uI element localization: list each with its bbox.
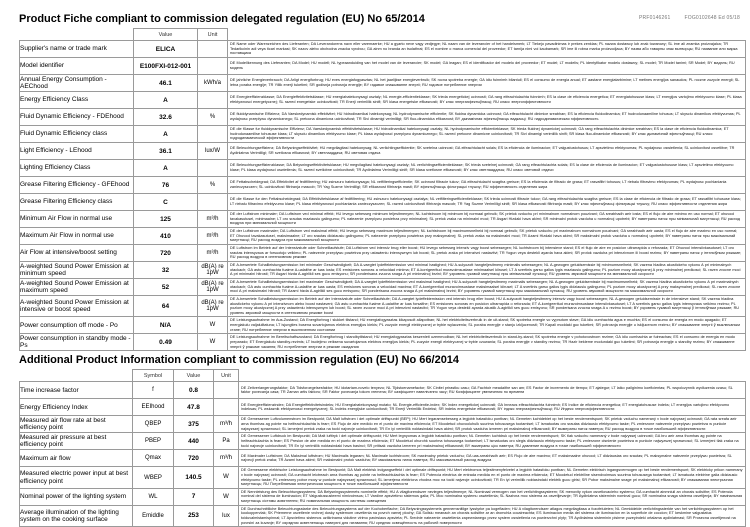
row-description-cell <box>239 505 746 526</box>
table-row <box>20 467 746 488</box>
table-row <box>20 262 746 279</box>
row-label: Annual Energy Consumption - AEChood <box>20 75 134 92</box>
row-label: Measured air flow rate at best efficiency point <box>20 416 133 433</box>
row-value: A <box>134 92 198 109</box>
table-row <box>20 126 746 143</box>
row-description-cell <box>239 399 746 416</box>
row-value: A <box>134 160 198 177</box>
table-row <box>20 109 746 126</box>
row-description-cell <box>239 488 746 505</box>
row-value: A <box>134 126 198 143</box>
row-value: 47.8 <box>174 399 214 416</box>
row-description: DE Leistungsaufnahme im Aus-Zustand; DA Energiforbrug i slukket tilstand; HU energiafogyasztas kikapcsolt allapotban; NL het elektriciteitsverbruik in de uit-stand; SK spotreba energie vo vypnutom stave; GA idiu cumhachta agus e muchta; ES el consumo de energia en modo apagado; ET energiakulu valjalulitatuna; LT isjungties busena suvartojamos elektros energijos kiekis; PL zuzycie energii elektrycznej w trybie wylaczenia; SL poraba energije v stanju izkljucenosti; TR Kapali moddaki guc tuketimi; SR potrosnja energije u iskljucenom rezimu; BY спажыванне энергіі ў выключаным стане; RU потребление энергии в выключенном состоянии <box>230 318 740 332</box>
row-description-cell <box>228 109 746 126</box>
row-description-cell <box>228 92 746 109</box>
row-unit: m³/h <box>198 245 228 262</box>
row-unit <box>198 41 228 58</box>
table-row <box>20 211 746 228</box>
row-description: DE Zeitverlangerungsfaktor; DA Tidsforoegelsesfaktor; HU idotartam-novelo tenyezo; NL Tijdstoenamefactor; SK Cinitel prirastku casu; GA Fachtoir meadaithe san am; ES Factor de incremento de tiempo; ET ajategur; LT laiko pailginimo koeficientas; PL wspolczynnik wydluzenia czasu; SL faktor povecanja casa; TR Zaman artis faktoru; SR Faktor povecanja tokom vremena; BY каэфіцыент павелічэння часу; RU Коэффициент увеличения по времени <box>241 385 733 395</box>
row-unit <box>198 92 228 109</box>
row-description: DE Modellkennung des Lieferanten; DA Model; HU modell; NL typeaanduiding van het model van de leverancier; SK model; GA leagan; ES el identificador del modelo del proveedor; ET mudel; LT modelis; PL identyfikator modelu dostawcy; SL model; TR Model tanimi; SR Model; BY мадэль; RU модель <box>230 61 735 70</box>
table-row <box>20 143 746 160</box>
table-row <box>20 177 746 194</box>
row-description-cell <box>239 467 746 488</box>
row-description: DE A-bewertete Schallleistungsemission im Betrieb auf der Intensivstufe oder Schnelllaufstufe; DA A-vaegtet lydeffektemission ved intensiv brug eller boost; HU A-sulyozott hangteljesitmeny intenziv vagy boost sebessegen; NL A-gewogen geluidsemissie in de intensieve stand; SK vazena hladina akustickeho vykonu A pri intenzivnom alebo boost nastaveni; GA astu cumhachta fuaime A-ualaithe ar luas forsaithe; ES emisiones sonoras en posicion ultrarrapida o reforzada; ET A-korrigeeritud muravoimsustase intensiivkasutusel; LT A svertinis garso galios lygis intensyvaus veikimo rezimu; PL poziom mocy akustycznej A przy ustawieniu intensywnym lub boost; SL raven zvocne moci A pri intenzivni nastavitvi; TR Yogun veya destekli ayarda akustik A-agirlikli ses gucu emisyonu; SR ponderisana zvucna snaga A u rezimu boost; BY узровень гукавой магутнасці ў інтэнсіўным рэжыме; RU уровень звуковой мощности в интенсивном режиме boost <box>230 297 740 315</box>
row-symbol: WL <box>133 488 174 505</box>
row-label: Maximum Air Flow in normal use <box>20 228 134 245</box>
row-description-cell <box>228 262 746 279</box>
table-row <box>20 296 746 317</box>
row-unit <box>198 126 228 143</box>
row-description-cell <box>228 75 746 92</box>
row-value: E100FXI-012-001 <box>134 58 198 75</box>
row-unit: m³/h <box>214 416 239 433</box>
row-label: Light Efficiency - LEhood <box>20 143 134 160</box>
row-unit <box>214 399 239 416</box>
row-description: DE Gemessener Luftvolumenstrom im Bestpunkt; DA Malt luftstrom i det optimale driftspunkt (BEP); HU Mert legaramsebesseg a legjobb hatasfoku pontban; NL Gemeten luchtdebiet op het beste rendementspunt; SK prietok vzduchu nameraný v bode najvyssej ucinnosti; GA rata sreafa aeir arna thomhas ag pointe na heifeachtulachta is fearr; ES Flujo de aire medido en el punto de maxima eficiencia; ET Moodetud ohuvooluhulk suurima tohususega tootamisel; LT ismatuotas oro srautas didziausio efektyvumo taske; PL zmierzone natezenie przeplywu powietrza w punkcie najwyzszej sprawnosci; SL izmerjeni pretok zraka na tocki najvecje ucinkovitosti; TR En iyi verimlilik noktasindaki hava akimi; SR protok vazduha izmeren pri maksimalnoj efikasnosti; BY вымераны паток паветра; RU расход воздуха в точке наибольшей эффективности <box>241 417 737 431</box>
row-symbol: Qmax <box>133 450 174 467</box>
row-unit <box>198 160 228 177</box>
header-spacer <box>228 29 746 41</box>
document-codes <box>639 15 740 21</box>
row-description: DE Name oder Warenzeichen des Lieferanten; DA Leverandorens navn eller varemaerke; HU a gyarto neve vagy vedjegye; NL naam van de leverancier of het handelsmerk; LT Tiekejo pavadinimas ir prekes zenklas; PL nazwa dostawcy lub znak towarowy; SL ime ali znamka proizvajalca; TR Tedarikcinin adi veya ticari markasi; SK nazov alebo obchodna znacka vyrobcu; GA ainm no branda an tsolathrai; ES el nombre o marca comercial del proveedor; ET tarnija nimi voi kaubamark; SR ime ili robna marka proizvodjaca; BY назва або таварны знак вытворцы; RU название или марка поставщика <box>230 42 738 56</box>
column-header-symbol: Symbol <box>133 370 174 382</box>
table-row <box>20 58 746 75</box>
table1-header-row <box>20 29 746 41</box>
row-value: 140.5 <box>174 467 214 488</box>
column-header-value: Value <box>134 29 198 41</box>
row-unit: m³/h <box>214 450 239 467</box>
row-value: 253 <box>174 505 214 526</box>
row-symbol: f <box>133 382 174 399</box>
row-description-cell <box>228 194 746 211</box>
row-label: Grease Filtering Efficiency - GFEhood <box>20 177 134 194</box>
row-value: 32 <box>134 262 198 279</box>
row-label: Grease Filtering Efficiency class <box>20 194 134 211</box>
row-label: Model identifier <box>20 58 134 75</box>
row-unit: W <box>198 334 228 351</box>
row-description: DE Gemessener Luftdruck im Bestpunkt; DA Malt lufttryk i det optimale driftspunkt; HU Mert legnyomas a legjobb hatasfoku pontban; NL Gemeten luchtdruk op het beste rendementspunt; SK tlak vzduchu nameraný v bode najvyssej ucinnosti; GA bru aeir arna thomhas ag pointe na heifeachtulachta is fearr; ES Presion de aire medida en el punto de maxima eficiencia; ET Moodetud ohurohk suurima tohususega tootamisel; LT ismatuotas oro slegis didziausio efektyvumo taske; PL zmierzone cisnienie powietrza w punkcie najwyzszej sprawnosci; SL izmerjeni tlak zraka na tocki najvecje ucinkovitosti; TR En iyi verimlilik noktasindaki hava basinci; SR pritisak vazduha izmeren pri maksimalnoj efikasnosti; BY вымераны ціск паветра; RU давление воздуха в точке наибольшей эффективности <box>241 434 739 448</box>
row-description-cell <box>239 450 746 467</box>
row-unit: Pa <box>214 433 239 450</box>
row-label: Supplier's name or trade mark <box>20 41 134 58</box>
row-description: DE die Klasse fur den Fettabscheidegrad; DA Effektivitetsklasse af fedtfiltrering; HU zsirszuro hatekonysagi osztalya; NL vetfilteringsefficientieklasse; SK trieda ucinnosti filtracie tukov; GA rang eifeachtulachta scagtha greisce; ES la clase de eficiencia de filtrado de grasa; ET rasvafiltri tohususe klass; LT riebalu filtravimo efektyvumo klase; PL klasa efektywnosci pochlaniania zanieczyszczen; SL razred ucinkovitosti filtriranja mascob; TR Yag Suzme Verimliligi sinifi; SR klasa efikasnosti filtriranja masti; BY клас эфектыўнасці фільтрацыі тлушчу; RU класс эффективности отделения жира <box>230 197 741 206</box>
row-description: DE Nennleistung des Beleuchtungssystems; DA Belysningssystemets nominelle effekt; HU A vilagitorendszer nevleges teljesitmenye; NL Nominaal vermogen van het verlichtingssysteem; SK menovity vykon osvetlovacieho systemu; GA cumhacht ainmniuil an chorais soilsithe; ES Potencia nominal del sistema de iluminacion; ET Valgustussusteemi nimivoimsus; LT Vardine apsvietimo sistemos galia; PL Moc nominalna systemu oswietlenia; SL Nazivna moc sistema za osvetljevanje; TR Aydinlatma sisteminin nominal gucu; SR nominalna snaga sistema osvetljenja; BY намінальная магутнасць сістэмы асвятлення; RU номинальная мощность системы освещения <box>241 489 743 504</box>
row-label: Average illumination of the lighting system on the cooking surface <box>20 505 133 526</box>
row-description: DE Durchschnittliche Beleuchtungsstarke des Beleuchtungssystems auf der Kochoberflache; DA Belysningssystemets gennemsnitlige lysstyrke pa kogefladen; HU A vilagitorendszer atlagos megvilagitasa a fozofeluleten; NL Gemiddelde verlichtingssterkte van het verlichtingssysteem op het kookoppervlak; SK Priemerne osvetlenie vrchnej dosky systemom osvetlenia na povrch varnej plochy; GA Soilsiu meanach an chorais soilsithe ar an dromchla cocaireachta; ES Iluminacion media del sistema de iluminacion en la superficie de coccion; ET keskmine valgustatus toiduvalmistamispinnal; LT Apsvietimo sistemos uztikrinama vidutine virimo pavirsiaus apsvieta; PL Srednie natezenie oswietlenia zapewnianego przez system oswietlenia na powierzchni plyty; TR Aydinlatma sisteminin pisirme yuzeyindeki ortalama aydinlatmasi; SR Prosecna osvetljenost na povrsini za kuvanje; BY сярэдняя асветленасць паверхні для гатавання; RU средняя освещённость на рабочей поверхности <box>241 506 736 525</box>
row-value: 64 <box>134 296 198 317</box>
table-row <box>20 92 746 109</box>
row-label: Lighting Efficiency Class <box>20 160 134 177</box>
row-value: 375 <box>174 416 214 433</box>
row-value: N/A <box>134 317 198 334</box>
row-value: ELICA <box>134 41 198 58</box>
row-unit: dB(A) re 1pW <box>198 262 228 279</box>
row-description-cell <box>239 416 746 433</box>
row-description-cell <box>228 160 746 177</box>
row-description-cell <box>239 433 746 450</box>
row-label: Minimum Air Flow in normal use <box>20 211 134 228</box>
header-spacer <box>20 29 134 41</box>
row-unit: dB(A) re 1pW <box>198 296 228 317</box>
row-label: A-weighted Sound Power Emission at minimum speed <box>20 262 134 279</box>
table-row <box>20 382 746 399</box>
column-header-value: Value <box>174 370 214 382</box>
row-value: 32.6 <box>134 109 198 126</box>
table-row <box>20 334 746 351</box>
row-description: DE Beleuchtungseffizienzklasse; DA Belysningseffektivitetsklasse; HU megvilagitasi hatekonysagi osztaly; NL verlichtingsefficientieklasse; SK trieda svetelnej ucinnosti; GA rang eifeachtulachta solais; ES la clase de eficiencia de iluminacion; ET valgustustohususe klass; LT apsvietimo efektyvumo klase; PL klasa wydajnosci oswietlenia; SL razred svetlobne ucinkovitosti; TR Aydinlatma Verimliligi sinifi; SR klasa svetlosne efikasnosti; BY клас светлаaддачы; RU класс световой отдачи <box>230 163 734 172</box>
row-unit <box>198 194 228 211</box>
fiche-title-66-2014: Additional Product Information compliant to commission regulation (EU) No 66/2014 <box>19 354 460 367</box>
row-value: 720 <box>134 245 198 262</box>
row-label: Air Flow at intensive/boost setting <box>20 245 134 262</box>
row-description-cell <box>228 334 746 351</box>
table2-header-row <box>20 370 746 382</box>
row-value: 36.1 <box>134 143 198 160</box>
row-description-cell <box>228 279 746 296</box>
row-label: Maximum air flow <box>20 450 133 467</box>
table-row <box>20 279 746 296</box>
table-row <box>20 245 746 262</box>
row-label: Energy Efficiency Index <box>20 399 133 416</box>
row-label: Fluid Dynamic Efficiency - FDEhood <box>20 109 134 126</box>
fiche-table-65-2014 <box>19 28 746 351</box>
row-symbol: Emiddle <box>133 505 174 526</box>
table-row <box>20 416 746 433</box>
row-description: DE die Klasse fur fluiddynamische Effizienz; DA Vaeskedynamisk effektivitetsklasse; HU hidrodinamikai hatekonysagi osztaly; NL hydrodynamische efficientieklasse; SK trieda fluidnej dynamickej ucinnosti; GA rang eifeachtulachta dinimice sreabhan; ES la clase de eficiencia fluidodinamica; ET hudrodunaamilise tohususe klass; LT skysciu dinamikos efektyvumo klase; PL klasa wydajnosci przeplywu dynamicznego; SL razred pretocne dinamicne ucinkovitosti; TR Sivi dinamigi verimlilik sinifi; SR klasa fluo-dinamicke efikasnosti; BY клас дынамічнай эфектыўнасці; RU класс гидродинамической эффективности <box>230 127 729 141</box>
row-description: DE Maximaler Luftstrom; DA Maksimal luftstrom; HU Maximalis legaram; NL Maximale luchtstroom; SK maximalny prietok vzduchu; GA uas-sreabhadh aeir; ES Flujo de aire maximo; ET maksimaalne ohuvool; LT didziausias oro srautas; PL maksymalne natezenie przeplywu powietrza; SL najvecji pretok zraka; TR Azami hava akimi; SR maksimalni protok vazduha; BY максімальны паток паветра; RU максимальный расход воздуха <box>241 453 732 463</box>
document-code-primary: PRF0146261 <box>639 15 671 21</box>
row-unit <box>214 382 239 399</box>
row-value: 125 <box>134 211 198 228</box>
row-description-cell <box>228 296 746 317</box>
row-description-cell <box>228 177 746 194</box>
table-row <box>20 433 746 450</box>
table-row <box>20 160 746 177</box>
row-symbol: WBEP <box>133 467 174 488</box>
table-row <box>20 41 746 58</box>
row-description: DE A-bewertete Schallleistungsemission bei maximaler Geschwindigkeit; DA A-vaegtet lydeffektemission ved maksimal hastighed; HU A-sulyozott hangteljesitmeny maximalis sebessegen; NL A-gewogen geluidsemissie bij maximumsnelheid; SK vazena hladina akustickeho vykonu A pri maximalnych otackach; GA astu cumhachta fuaime A-ualaithe ar luas uasta; ES emisiones sonoras a velocidad maxima; ET A-korrigeeritud muravoimsustase maksimaalsel kiirusel; LT A svertinis garso galios lygis didziausiu galingumu; PL poziom mocy akustycznej A przy maksymalnej predkosci; SL raven zvocne moci A pri maksimalni hitrosti; TR Azami hizda A-agirlikli ses gucu emisyonu; SR ponderisana zvucna snaga A pri maksimalnoj brzini; BY узровень гукавой магутнасці пры максімальнай хуткасці; RU уровень звуковой мощности на максимальной скорости <box>230 280 741 294</box>
row-label: Time increase factor <box>20 382 133 399</box>
row-description: DE Luftstrom im Betrieb auf der Intensivstufe oder Schnelllaufstufe; DA Luftstrom ved intensiv brug eller boost; HU levego sebesseg intenziv vagy boost sebessegen; NL luchtstroom bij intensieve stand; ES el flujo de aire en posicion ultrarrapida o reforzada; ET Ohuvool intensiivkasutusel; LT oro srautas intensyvaus ar forsuotojo veikimo; PL natezenie przeplywu powietrza przy ustawieniu intensywnym lub boost; SL pretok zraka pri intenzivni nastavitvi; TR Yogun veya destekli ayarda hava akimi; SR protok vazduha pri intenzivnom ili boost rezimu; BY паветраны паток у інтэнсіўным рэжыме; RU расход воздуха в интенсивном режиме <box>230 246 742 260</box>
row-unit: % <box>198 109 228 126</box>
table-row <box>20 317 746 334</box>
row-unit <box>198 58 228 75</box>
row-description: DE fluiddynamische Effizienz; DA Vaeskedynamisk effektivitet; HU hidrodinamikai hatekonysag; NL hydrodynamische efficientie; SK fluidna dynamicka ucinnost; GA eifeachtulacht dinimice sreabhan; ES la eficiencia fluidodinamica; ET hudrodunaamiline tohusus; LT skysciu dinamikos efektyvumas; PL wydajnosc przeplywu dynamicznego; SL pretocna dinamicna ucinkovitost; TR Sivi dinamigi verimliligi; SR fluo-dinamicka efikasnost; BY дынамічная эфектыўнасць вадкасці; RU гидродинамическая эффективность <box>230 112 741 121</box>
row-description-cell <box>228 245 746 262</box>
row-label: Nominal power of the lighting system <box>20 488 133 505</box>
row-unit: dB(A) re 1pW <box>198 279 228 296</box>
fiche-table-66-2014 <box>19 369 746 527</box>
table-row <box>20 488 746 505</box>
row-label: Power consumption in standby mode - Ps <box>20 334 134 351</box>
table-row <box>20 75 746 92</box>
row-symbol: QBEP <box>133 416 174 433</box>
row-value: 720 <box>174 450 214 467</box>
table-row <box>20 450 746 467</box>
row-unit: W <box>214 467 239 488</box>
row-value: 46.1 <box>134 75 198 92</box>
row-label: Energy Efficiency Class <box>20 92 134 109</box>
header-spacer <box>20 370 133 382</box>
row-unit: W <box>214 488 239 505</box>
row-description: DE der Luftstrom maximaler; DA Luftstrom ved maksimal effekt; HU levego sebesseg maximum teljesitmenyen; NL luchtstroom bij maximumsnelheid bij normaal gebruik; SK prietok vzduchu pri maximalnom normalnom pouzivani; GA sreabhadh aeir uasta; ES el flujo de aire maximo en uso normal; ET Ohuvool tavakasutusel, maksimaalne; LT oro srautas didziausiu galingumu; PL natezenie przeplywu powietrza przy maksymalnej; SL pretok zraka na maksimalni moci; TR Azami Hizdaki hava akimi; SR maksimalni protok vazduha u normalnoj upotrebi; BY паветраны паток пры максімальнай магутнасці; RU расход воздуха при максимальной мощности <box>230 229 738 243</box>
row-unit: lux <box>214 505 239 526</box>
row-value: 410 <box>134 228 198 245</box>
row-description: DE Energieeffizienzindex; DA Energieffektivitetsindeks; HU Energiahatekonysagi mutato; NL Energie-efficientie-index; SK Index energetickej ucinnosti; GA Inneacs eifeachtulachta fuinnimh; ES Indice de eficiencia energetica; ET energiatohususe indeks; LT energijos vartojimo efektyvumo indeksas; PL wskaznik efektywnosci energetycznej; SL indeks energijske ucinkovitosti; TR Enerji Verimlilik Endeksi; SR indeks energetske efikasnosti; BY індэкс энергаэфектыўнасці; RU Индекс энергоэффективности <box>241 402 730 412</box>
row-value: 76 <box>134 177 198 194</box>
row-description: DE jahrliche Energieverbrauch; DA Arligt energiforbrug; HU eves energiafogyasztas; NL het jaarlijkse energieverbruik; SK rocna spotreba energie; GA idiu fuinnimh bliantuil; ES el consumo de energia anual; ET aastane energiatarbimine; LT metines energijos sanaudos; PL roczne zuzycie energii; SL letna poraba energije; TR Yillik enerji tuketimi; SR godisnja potrosnja energije; BY гадавое спажыванне энергіі; RU годовое потребление энергии <box>230 78 740 87</box>
row-description-cell <box>228 58 746 75</box>
row-label: Measured air pressure at best efficiency point <box>20 433 133 450</box>
row-unit: lux/W <box>198 143 228 160</box>
table-row <box>20 505 746 526</box>
row-value: 7 <box>174 488 214 505</box>
header-spacer <box>239 370 746 382</box>
row-description-cell <box>239 382 746 399</box>
row-value: 0.8 <box>174 382 214 399</box>
column-header-unit: Unit <box>214 370 239 382</box>
row-unit: m³/h <box>198 211 228 228</box>
row-description-cell <box>228 126 746 143</box>
table-row <box>20 228 746 245</box>
table-row <box>20 194 746 211</box>
row-description: DE Gemessene elektrische Leistungsaufnahme im Bestpunkt; DA Malt elektrisk indgangseffekt i det optimale driftspunkt; HU Mert elektromos teljesitmenyfelvetel a legjobb hatasfoku pontban; NL Gemeten elektrisch ingangsvermogen op het beste rendementspunt; SK elektricky prikon namerany v bode najvyssej ucinnosti; GA cumhacht leictreach arna thomhas ag pointe na heifeachtulachta is fearr; ES Potencia electrica de entrada medida en el punto de maxima eficiencia; ET Moodetud elektriline sisendvoimsus suurima tohususega tootamisel; LT ismatuota elektrine galia didziausio efektyvumo taske; PL zmierzony pobor mocy w punkcie najwyzszej sprawnosci; SL izmerjena elektricna vhodna moc na tocki najvecje ucinkovitosti; TR En iyi verimlilik noktasindaki elektrik gucu girisi; SR Pobor maksimalne snage pri maksimalnoj efikasnosti; BY спажываная электрычная магутнасць; RU Потребляемая электрическая мощность в точке наибольшей эффективности <box>241 468 743 487</box>
row-description-cell <box>228 211 746 228</box>
row-description-cell <box>228 143 746 160</box>
row-value: 0.49 <box>134 334 198 351</box>
row-value: C <box>134 194 198 211</box>
table-row <box>20 399 746 416</box>
row-description: DE Leistungsaufnahme im Bereitschaftszustand; DA Energiforbrug i standbytilstand; HU energiafogyasztas keszenleti uzemmodban; NL het elektriciteitsverbruik in stand-by-stand; SK spotreba energie v pohotovostnom rezime; GA idiu cumhachta ar fuireachas; ES el consumo de energia en modo preparado; ET Energiakulu standby-rezimis; LT budejimo veiksena suvartojamos elektros energijos kiekis; PL zuzycie energii elektrycznej w trybie czuwania; SL poraba energije v standby rezimu; TR Hazir bekleme modundaki guc tuketimi; SR potrosnja energije u standby rezimu; BY спажыванне энергіі ў рэжыме чакання; RU потребление энергии в режиме ожидания <box>230 335 735 349</box>
fiche-title-65-2014: Product Fiche compliant to commission delegated regulation (EU) No 65/2014 <box>19 13 425 25</box>
row-value: 52 <box>134 279 198 296</box>
document-code-secondary: FOG0102648 Ed 05/18 <box>684 15 740 21</box>
row-value: 440 <box>174 433 214 450</box>
row-unit: m³/h <box>198 228 228 245</box>
row-label: A-weighted Sound Power Emission at intensive or boost speed <box>20 296 134 317</box>
row-label: A-weighted Sound Power Emission at maximum speed <box>20 279 134 296</box>
row-description: DE der Luftstrom minimaler; DA Luftstrom ved minimal effekt; HU levego sebesseg minimum teljesitmenyen; NL luchtstroom bij minimum bij normaal gebruik; SK prietok vzduchu pri minimalnom normalnom pouzivani; GA sreabhadh aeir iosta; ES el flujo de aire minimo en uso normal; ET ohuvool tavakasutusel, minimaalne; LT oro srautas maziausiu galingumu; PL natezenie przeplywu powietrza przy minimalnej; SL pretok zraka na minimalni moci; TR Asgari Hizdaki hava akimi; SR minimalni protok vazduha u normalnoj upotrebi; BY паветраны паток пры мінімальнай магутнасці; RU расход воздуха при минимальной мощности <box>230 212 741 226</box>
row-description: DE Energieeffizienzklasse; DA Energieffektivitetsklasse; HU energiahatekonysagi osztaly; NL energie-efficientieklasse; SK trieda energetickej ucinnosti; GA rang eifeachtulachta fuinnimh; ES la clase de eficiencia energetica; ET energiatohususe klass; LT energijos vartojimo efektyvumo klase; PL klasa efektywnosci energetycznej; SL razred energetske ucinkovitosti; TR Enerji verimlilik sinifi; SR klasa energetske efikasnosti; BY клас энергаэфектыўнасці; RU класс энергоэффективности <box>230 95 742 104</box>
row-unit: kWh/a <box>198 75 228 92</box>
row-label: Measured electric power input at best efficiency point <box>20 467 133 488</box>
row-symbol: PBEP <box>133 433 174 450</box>
row-description-cell <box>228 317 746 334</box>
row-description: DE A-bewertete Schallleistungsemission bei minimaler Geschwindigkeit; DA A-vaegtet lydeffektemission ved minimal hastighed; HU A-sulyozott hangteljesitmeny minimalis sebessegen; NL A-gewogen geluidsemissie bij minimumsnelheid; SK vazena hladina akustickeho vykonu A pri minimalnych otackach; GA astu cumhachta fuaime A-ualaithe ar luas iosta; ES emisiones sonoras a velocidad minima; ET A-korrigeeritud muravoimsustase minimaalsel kiirusel; LT A svertinis garso galios lygis maziausiu galingumu; PL poziom mocy akustycznej A przy minimalnej predkosci; SL raven zvocne moci A pri minimalni hitrosti; TR Asgari hizda A-agirlikli ses gucu emisyonu; SR ponderisana zvucna snaga A pri minimalnoj brzini; BY узровень гукавой магутнасці пры мінімальнай хуткасці; RU уровень звуковой мощности на минимальной скорости <box>230 263 741 277</box>
row-description-cell <box>228 228 746 245</box>
row-unit: % <box>198 177 228 194</box>
column-header-unit: Unit <box>198 29 228 41</box>
row-label: Power consumption off mode - Po <box>20 317 134 334</box>
row-unit: W <box>198 317 228 334</box>
row-label: Fluid Dynamic Efficiency class <box>20 126 134 143</box>
row-description: DE Fettabscheidegrad; DA Effektivitet af fedtfiltrering; HU zsirszuro hatekonysaga; NL vetfilteringsefficientie; SK ucinnost filtracie tukov; GA eifeachtulacht scagtha greisce; ES la eficiencia de filtrado de grasa; ET rasvafiltri tohusus; LT riebalu filtravimo efektyvumas; PL wydajnosc pochlaniania zanieczyszczen; SL ucinkovitost filtriranja mascob; TR Yag Suzme Verimliligi; SR efikasnost filtriranja masti; BY эфектыўнасць фільтрацыі тлушчу; RU эффективность отделения жира <box>230 180 727 189</box>
row-description: DE Beleuchtungseffizienz; DA Belysningseffektivitet; HU megvilagitasi hatekonysag; NL verlichtingsefficientie; SK svetelna ucinnost; GA eifeachtulacht solais; ES la eficiencia de iluminacion; ET valgustustohusus; LT apsvietimo efektyvumas; PL wydajnosc oswietlenia; SL ucinkovitost osvetlitve; TR Aydinlatma Verimliligi; SR svetlosna efikasnost; BY светлаaддача; RU световая отдача <box>230 146 735 155</box>
row-description-cell <box>228 41 746 58</box>
row-symbol: EEIhood <box>133 399 174 416</box>
